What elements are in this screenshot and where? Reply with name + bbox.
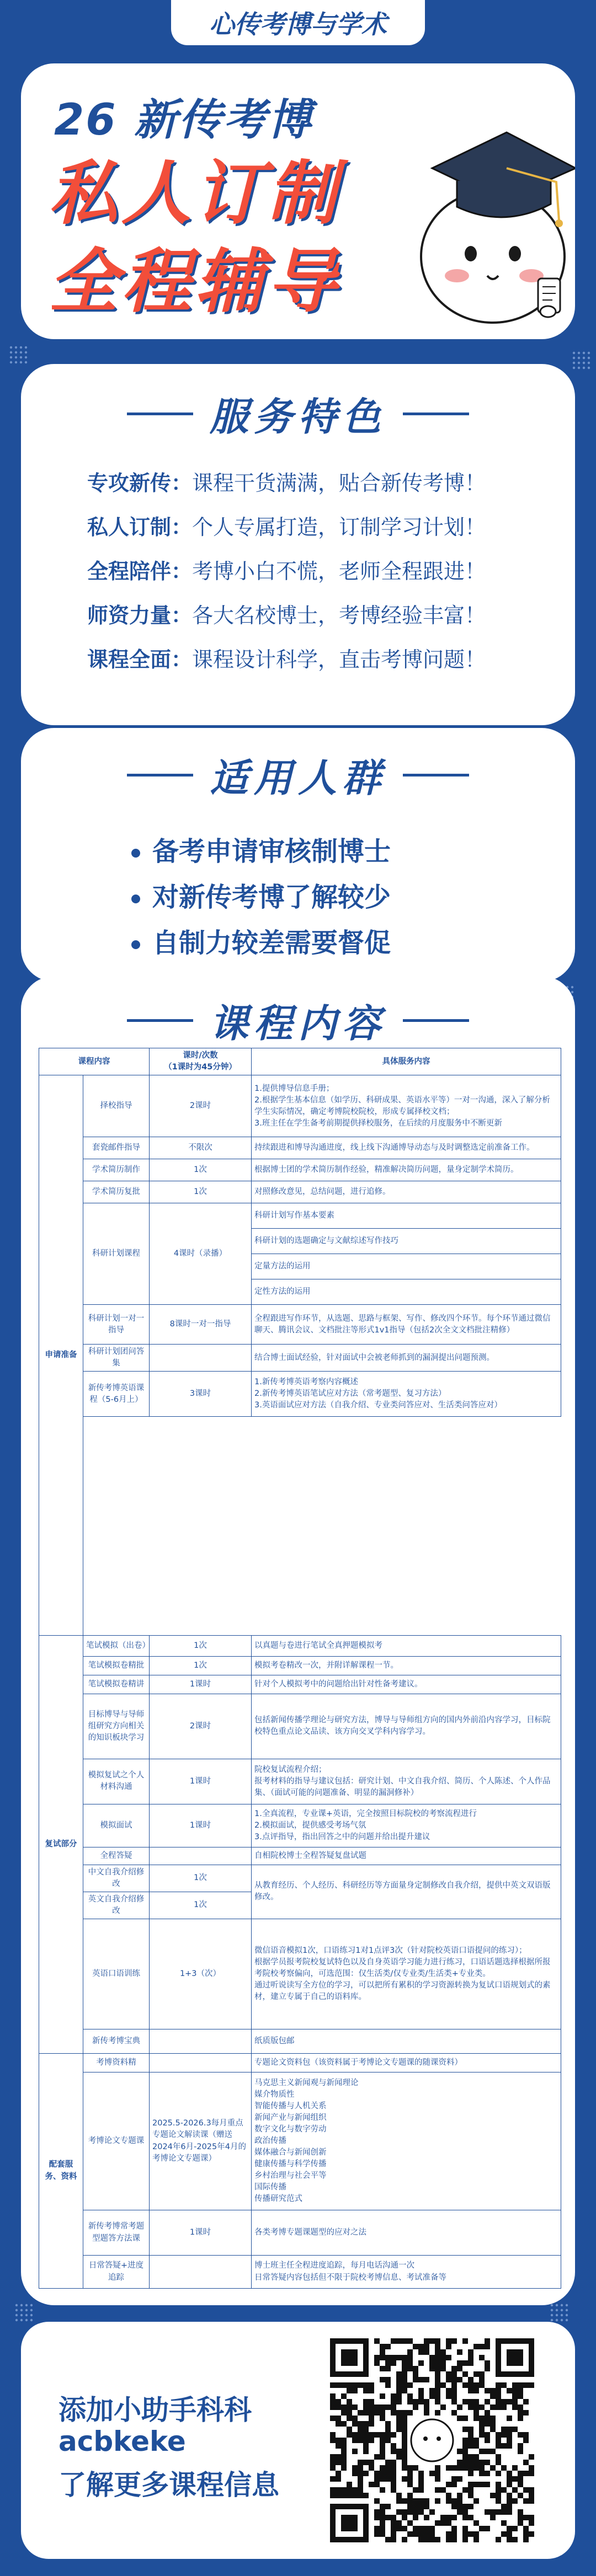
features-title: 服务特色	[21, 386, 575, 442]
table-cell: 根据博士团的学术简历制作经验，精准解决简历问题，量身定制学术简历。	[252, 1159, 561, 1181]
table-cell: 学术简历复批	[83, 1181, 150, 1203]
table-cell: 4课时（录播）	[150, 1203, 252, 1305]
table-cell	[150, 1847, 252, 1865]
table-cell: 笔试模拟卷精批	[83, 1656, 150, 1675]
table-cell: 对照修改意见，总结问题，进行追修。	[252, 1181, 561, 1203]
feature-item: 专攻新传：课程干货满满，贴合新传考博！	[87, 471, 486, 495]
table-cell: 以真题与卷进行笔试全真押题模拟考	[252, 1635, 561, 1656]
table-cell: 目标博导与导师组研究方向相关的知识板块学习	[83, 1694, 150, 1759]
table-row	[39, 1694, 561, 1759]
table-cell: 1课时	[150, 2210, 252, 2256]
table-cell: 1+3（次）	[150, 1919, 252, 2029]
table-cell	[150, 1345, 252, 1372]
table-cell: 持续跟进和博导沟通进度，线上线下沟通博导动态与及时调整选定前准备工作。	[252, 1137, 561, 1159]
table-cell: 科研计划一对一指导	[83, 1305, 150, 1345]
table-cell: 考博论文专题课	[83, 2072, 150, 2210]
table-cell: 1次	[150, 1892, 252, 1919]
table-cell: 博士班主任全程进度追踪，每月电话沟通一次 日常答疑内容包括但不限于院校考博信息、考试准备等	[252, 2256, 561, 2289]
table-row	[39, 1847, 561, 1865]
table-cell: 笔试模拟（出卷）	[83, 1635, 150, 1656]
table-row	[39, 2054, 561, 2072]
feature-item: 课程全面：课程设计科学，直击考博问题！	[87, 647, 486, 672]
table-cell: 1.全真流程，专业课+英语，完全按照目标院校的考察流程进行 2.模拟面试，提供感受考场气氛 3.点评指导，指出回答之中的问题并给出提升建议	[252, 1804, 561, 1847]
table-cell: 中文自我介绍修改	[83, 1865, 150, 1892]
table-cell: 2课时	[150, 1075, 252, 1137]
table-cell: 1次	[150, 1181, 252, 1203]
table-cell: 2课时	[150, 1694, 252, 1759]
table-cell: 1次	[150, 1159, 252, 1181]
table-cell: 院校复试流程介绍； 报考材料的指导与建议包括：研究计划、中文自我介绍、简历、个人陈述、个人作品集、（面试可能的问题准备、明显的漏洞修补）	[252, 1759, 561, 1804]
table-cell: 科研计划的选题确定与文献综述写作技巧	[252, 1229, 561, 1254]
audience-item: 对新传考博了解较少	[131, 876, 391, 914]
table-cell: 科研计划课程	[83, 1203, 150, 1305]
table-row	[39, 1345, 561, 1372]
table-cell	[150, 2256, 252, 2289]
table-cell: 8课时一对一指导	[150, 1305, 252, 1345]
table-cell: 模拟复试之个人材料沟通	[83, 1759, 150, 1804]
table-row	[39, 1075, 561, 1137]
table-cell: 英语口语训练	[83, 1919, 150, 2029]
table-cell	[150, 2054, 252, 2072]
table-cell: 不限次	[150, 1137, 252, 1159]
hero-card	[21, 63, 575, 339]
table-cell: 1次	[150, 1865, 252, 1892]
table-cell: 科研计划团问答集	[83, 1345, 150, 1372]
table-row	[39, 2256, 561, 2289]
table-cell: 针对个人模拟考中的问题给出针对性备考建议。	[252, 1675, 561, 1694]
table-row	[39, 1635, 561, 1656]
table-row	[39, 1919, 561, 2029]
table-cell: 纸质版包邮	[252, 2029, 561, 2054]
table-cell: 1课时	[150, 1675, 252, 1694]
contact-card	[21, 2322, 575, 2559]
audience-card	[21, 728, 575, 982]
table-cell: 新传考博英语课程（5-6月上）	[83, 1372, 150, 1417]
table-row	[39, 2029, 561, 2054]
table-cell: 模拟考卷精改一次，并附详解课程一节。	[252, 1656, 561, 1675]
table-row	[39, 1675, 561, 1694]
table-cell: 择校指导	[83, 1075, 150, 1137]
table-header-row	[39, 1048, 561, 1075]
table-cell: 2025.5-2026.3每月重点专题论文解读课（赠送2024年6月-2025年4月的考博论文专题课）	[150, 2072, 252, 2210]
group-label: 配套服务、资料	[39, 2054, 83, 2289]
table-cell: 笔试模拟卷精讲	[83, 1675, 150, 1694]
audience-item: 自制力较差需要督促	[131, 922, 391, 960]
table-cell: 1.新传考博英语考察内容概述 2.新传考博英语笔试应对方法（常考题型、复习方法） 3.英语面试应对方法（自我介绍、专业类问答应对、生活类问答应对）	[252, 1372, 561, 1417]
table-cell: 专题论文资料包（该资料属于考博论文专题课的随课资料）	[252, 2054, 561, 2072]
audience-item: 备考申请审核制博士	[131, 830, 391, 868]
table-row	[39, 1181, 561, 1203]
table-cell: 定性方法的运用	[252, 1279, 561, 1305]
table-row	[39, 2072, 561, 2210]
contact-line1: 添加小助手科科	[58, 2394, 252, 2426]
table-cell: 课程内容	[39, 1048, 150, 1075]
feature-item: 全程陪伴：考博小白不慌，老师全程跟进！	[87, 559, 486, 583]
table-cell: 全程跟进写作环节，从选题、思路与框架、写作、修改四个环节。每个环节通过微信聊天、腾讯会议、文档批注等形式1v1指导（包括2次全文文档批注精修）	[252, 1305, 561, 1345]
table-cell: 新传考博宝典	[83, 2029, 150, 2054]
table-row	[39, 1417, 561, 1490]
table-cell: 定量方法的运用	[252, 1254, 561, 1279]
table-cell: 套瓷邮件指导	[83, 1137, 150, 1159]
table-cell: 包括新闻传播学理论与研究方法，博导与导师组方向的国内外前沿内容学习，目标院校特色重点论文品读、该方向交叉学科内容学习。	[252, 1694, 561, 1759]
table-cell: 1次	[150, 1656, 252, 1675]
table-row	[39, 1203, 561, 1229]
table-row	[39, 1372, 561, 1417]
table-cell: 科研计划写作基本要素	[252, 1203, 561, 1229]
table-cell: 结合博士面试经验，针对面试中会被老师抓到的漏洞提出问题预测。	[252, 1345, 561, 1372]
qr-code-icon[interactable]	[330, 2338, 534, 2542]
table-row	[39, 1804, 561, 1847]
table-cell: 考博资料精	[83, 2054, 150, 2072]
hero-subtitle: 26 新传考博	[54, 95, 313, 145]
feature-item: 私人订制：个人专属打造，订制学习计划！	[87, 515, 486, 539]
table-cell: 课时/次数 （1课时为45分钟）	[150, 1048, 252, 1075]
table-cell: 各类考博专题课题型的应对之法	[252, 2210, 561, 2256]
header-badge: 心传考博与学术	[171, 0, 425, 45]
audience-title: 适用人群	[21, 747, 575, 803]
table-cell: 模拟面试	[83, 1804, 150, 1847]
table-row	[39, 1305, 561, 1345]
table-cell	[150, 2029, 252, 2054]
graduate-mascot-icon	[410, 116, 575, 331]
table-cell: 日常答疑+进度追踪	[83, 2256, 150, 2289]
table-cell: 学术简历制作	[83, 1159, 150, 1181]
table-cell: 全程答疑	[83, 1847, 150, 1865]
table-cell: 从教育经历、个人经历、科研经历等方面量身定制修改自我介绍，提供中英文双语版修改。	[252, 1865, 561, 1919]
table-cell: 自相院校博士全程答疑复盘试题	[252, 1847, 561, 1865]
contact-line3: 了解更多课程信息	[58, 2469, 279, 2501]
course-table	[39, 1048, 561, 2289]
table-cell: 微信语音模拟1次，口语练习1对1点评3次（针对院校英语口语提问的练习）； 根据学员报考院校复试特色以及自身英语学习能力进行练习，口语话题选择根据所报考院校考察偏向，可选范围：仅生活类/仅专业类/生活类+专业类。 通过听说读写全方位的学习，可以把所有累积的学习资源转换为复试口语规划式的素材，建立专属于自己的语料库。	[252, 1919, 561, 2029]
table-row	[39, 1562, 561, 1635]
hero-title-line2: 全程辅导	[49, 241, 340, 322]
group-label: 复试部分	[39, 1635, 83, 2053]
table-row	[39, 1656, 561, 1675]
table-row	[39, 1159, 561, 1181]
table-row	[39, 1759, 561, 1804]
table-cell: 3课时	[150, 1372, 252, 1417]
table-cell: 马克思主义新闻观与新闻理论 媒介物质性 智能传播与人机关系 新闻产业与新闻组织 数字文化与数字劳动 政治传播 媒体融合与新闻创新 健康传播与科学传播 乡村治理与社会平等 国际传播 传播研究范式	[252, 2072, 561, 2210]
table-cell: 英文自我介绍修改	[83, 1892, 150, 1919]
table-cell: 新传考博常考题型题答方法课	[83, 2210, 150, 2256]
table-row	[39, 1490, 561, 1562]
table-cell: 1.提供博导信息手册； 2.根据学生基本信息（如学历、科研成果、英语水平等）一对一沟通，深入了解分析学生实际情况，确定考博院校院校，形成专属择校文档； 3.班主任在学生备考前期提供择校服务，在后续的月度服务中不断更新	[252, 1075, 561, 1137]
table-row	[39, 2210, 561, 2256]
table-cell: 1课时	[150, 1759, 252, 1804]
table-row	[39, 1865, 561, 1892]
features-card	[21, 364, 575, 725]
feature-item: 师资力量：各大名校博士，考博经验丰富！	[87, 603, 486, 628]
table-cell: 具体服务内容	[252, 1048, 561, 1075]
table-cell: 1次	[150, 1635, 252, 1656]
group-label: 申请准备	[39, 1075, 83, 1636]
hero-title-line1: 私人订制	[49, 153, 340, 234]
course-title: 课程内容	[21, 993, 575, 1048]
table-row	[39, 1137, 561, 1159]
table-cell: 1课时	[150, 1804, 252, 1847]
contact-wechat-id[interactable]: acbkeke	[58, 2425, 186, 2457]
